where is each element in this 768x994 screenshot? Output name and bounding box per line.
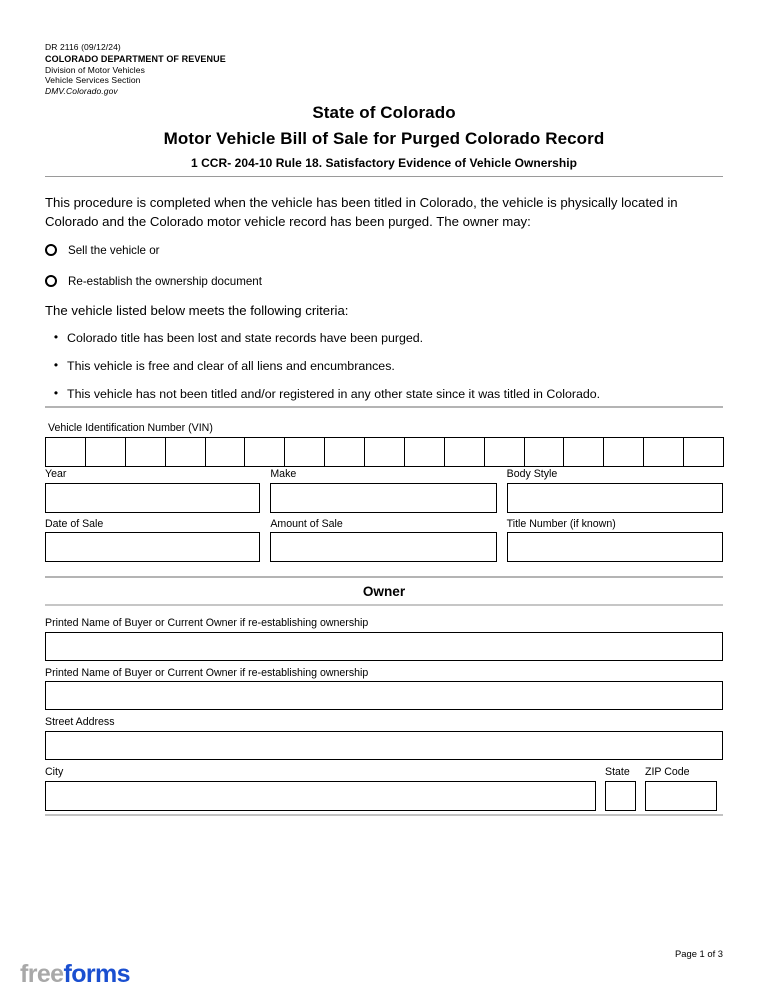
option-label: Re-establish the ownership document [68, 274, 262, 288]
bullet-icon: • [53, 330, 59, 344]
vin-cell[interactable] [165, 437, 206, 467]
title-line-1: State of Colorado [312, 103, 456, 122]
field-label: State [605, 765, 630, 778]
vin-cell[interactable] [603, 437, 644, 467]
city-input[interactable] [45, 781, 596, 811]
divider-bottom [45, 814, 723, 816]
state-input[interactable] [605, 781, 636, 811]
field-amount-of-sale [270, 519, 496, 563]
criteria-text: Colorado title has been lost and state records have been purged. [67, 331, 424, 345]
vin-cell[interactable] [524, 437, 565, 467]
logo-text-free: free [20, 960, 64, 988]
field-year [45, 469, 260, 513]
field-label: Amount of Sale [270, 517, 343, 530]
field-printed-name-2 [45, 668, 723, 711]
vin-cell[interactable] [404, 437, 445, 467]
option-label: Sell the vehicle or [68, 243, 160, 257]
vin-label: Vehicle Identification Number (VIN) [48, 422, 213, 434]
vin-cell[interactable] [205, 437, 246, 467]
printed-name-2-input[interactable] [45, 681, 723, 710]
criteria-heading: The vehicle listed below meets the following criteria: [45, 303, 349, 318]
vin-cell[interactable] [563, 437, 604, 467]
field-zip-code [645, 767, 717, 811]
year-input[interactable] [45, 483, 260, 513]
field-printed-name-1 [45, 618, 723, 661]
department-name: COLORADO DEPARTMENT OF REVENUE [45, 53, 226, 64]
divider-vehicle-section [45, 406, 723, 408]
printed-name-1-input[interactable] [45, 632, 723, 661]
divider-owner-heading [45, 604, 723, 606]
field-state [605, 767, 636, 811]
field-label: Body Style [506, 468, 558, 480]
city-state-zip-row [45, 767, 723, 811]
street-address-input[interactable] [45, 731, 723, 760]
radio-button-icon[interactable] [45, 244, 57, 256]
title-line-3: 1 CCR- 204-10 Rule 18. Satisfactory Evidence of Vehicle Ownership [190, 156, 578, 170]
body-style-input[interactable] [507, 483, 723, 513]
intro-paragraph: This procedure is completed when the vehicle has been titled in Colorado, the vehicle is physically located in Colorado and the Colorado motor vehicle record has been purged. The owner may: [45, 195, 678, 229]
form-number: DR 2116 (09/12/24) [45, 42, 121, 52]
website-url: DMV.Colorado.gov [45, 85, 118, 96]
vehicle-row-1 [45, 469, 723, 513]
list-item [45, 330, 723, 346]
bullet-icon: • [53, 386, 59, 401]
divider-title [45, 176, 723, 177]
page-number: Page 1 of 3 [675, 948, 723, 959]
vin-cell[interactable] [45, 437, 86, 467]
criteria-list [45, 330, 723, 414]
field-label: Printed Name of Buyer or Current Owner if re-establishing ownership [45, 617, 369, 629]
division-name: Division of Motor Vehicles [45, 64, 145, 75]
list-item [45, 358, 723, 374]
vin-cell[interactable] [683, 437, 724, 467]
document-title-block [45, 103, 723, 170]
field-label: Printed Name of Buyer or Current Owner if re-establishing ownership [45, 666, 369, 679]
owner-details [45, 618, 723, 811]
vehicle-row-2 [45, 519, 723, 563]
field-label: Date of Sale [45, 517, 104, 530]
title-line-2: Motor Vehicle Bill of Sale for Purged Colorado Record [163, 129, 605, 148]
option-reestablish-ownership[interactable] [45, 269, 705, 293]
agency-header [45, 42, 226, 96]
vin-cell[interactable] [643, 437, 684, 467]
section-name: Vehicle Services Section [45, 75, 141, 86]
field-label: Street Address [45, 716, 115, 729]
vehicle-details-grid [45, 469, 723, 568]
vin-cell[interactable] [444, 437, 485, 467]
vin-cell[interactable] [324, 437, 365, 467]
owner-action-options [45, 238, 705, 300]
vin-cell[interactable] [244, 437, 285, 467]
field-title-number [507, 519, 723, 563]
field-label: Make [270, 468, 297, 480]
zip-code-input[interactable] [645, 781, 717, 811]
date-of-sale-input[interactable] [45, 532, 260, 562]
field-label: City [45, 765, 64, 778]
title-number-input[interactable] [507, 532, 723, 562]
vin-cell[interactable] [364, 437, 405, 467]
field-street-address [45, 717, 723, 760]
divider-owner-top [45, 576, 723, 578]
owner-section-heading: Owner [362, 584, 406, 599]
amount-of-sale-input[interactable] [270, 532, 496, 562]
field-date-of-sale [45, 519, 260, 563]
criteria-text: This vehicle is free and clear of all liens and encumbrances. [67, 359, 395, 374]
vin-cell[interactable] [484, 437, 525, 467]
field-make [270, 469, 496, 513]
field-label: Title Number (if known) [506, 517, 616, 530]
freeforms-logo [20, 960, 130, 989]
option-sell-vehicle[interactable] [45, 238, 705, 262]
list-item [45, 386, 723, 402]
bullet-icon: • [53, 358, 59, 373]
logo-text-forms: forms [63, 960, 130, 988]
radio-button-icon[interactable] [45, 275, 57, 287]
make-input[interactable] [270, 483, 496, 513]
vin-cell[interactable] [85, 437, 126, 467]
field-label: ZIP Code [645, 765, 690, 778]
criteria-text: This vehicle has not been titled and/or registered in any other state since it was titled in Colorado. [67, 387, 601, 402]
field-city [45, 767, 596, 811]
vin-cell[interactable] [284, 437, 325, 467]
vin-cell[interactable] [125, 437, 166, 467]
field-label: Year [45, 468, 67, 480]
vin-input-row[interactable] [45, 437, 723, 467]
field-body-style [507, 469, 723, 513]
